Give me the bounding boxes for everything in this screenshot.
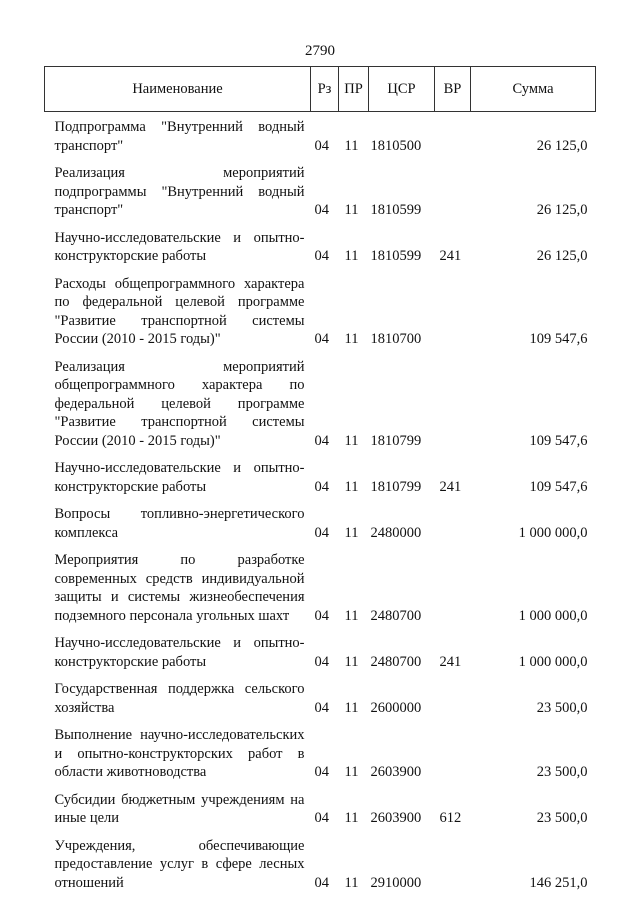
cell-rz: 04: [314, 137, 329, 154]
table-row: [45, 112, 596, 156]
cell-sum: 109 547,6: [529, 478, 588, 495]
cell-rz: 04: [314, 524, 329, 541]
cell-csr: 2603900: [370, 764, 422, 780]
header-row: [45, 67, 596, 112]
header-sum: Сумма: [471, 67, 596, 112]
cell-pr: 11: [344, 202, 359, 218]
cell-rz: 04: [314, 653, 329, 670]
budget-table: [44, 66, 596, 892]
table-row: [45, 782, 596, 828]
cell-sum: 1 000 000,0: [518, 607, 588, 624]
cell-vr: 241: [439, 653, 462, 670]
cell-pr: 11: [344, 699, 359, 716]
cell-rz: 04: [314, 607, 329, 624]
table-row: [45, 496, 596, 542]
cell-name: Расходы общепрограммного характера по федеральной целевой программе "Развитие транспортной системы России (2010 - 2015 годы)": [54, 275, 305, 347]
cell-csr: 2910000: [370, 874, 422, 891]
cell-rz: 04: [314, 874, 329, 891]
cell-sum: 1 000 000,0: [518, 653, 588, 670]
cell-vr: [435, 349, 471, 451]
cell-pr: 11: [344, 810, 359, 826]
cell-name: Научно-исследовательские и опытно-конструкторские работы: [54, 460, 305, 495]
cell-sum: 23 500,0: [536, 699, 588, 716]
cell-sum: 109 547,6: [529, 331, 588, 347]
cell-name: Подпрограмма "Внутренний водный транспорт": [54, 119, 305, 154]
cell-vr: 241: [439, 478, 462, 495]
cell-pr: 11: [344, 653, 359, 670]
cell-sum: 26 125,0: [536, 202, 588, 218]
cell-rz: 04: [314, 202, 329, 218]
cell-name: Выполнение научно-исследовательских и опытно-конструкторских работ в области животноводства: [54, 727, 305, 780]
cell-pr: 11: [344, 874, 359, 891]
cell-pr: 11: [344, 764, 359, 780]
cell-pr: 11: [344, 331, 359, 347]
table-row: [45, 717, 596, 782]
cell-rz: 04: [314, 699, 329, 716]
cell-vr: [435, 828, 471, 893]
cell-rz: 04: [314, 764, 329, 780]
cell-name: Реализация мероприятий общепрограммного характера по федеральной целевой программе "Развитие транспортной системы России (2010 - 2015 годы)": [54, 358, 305, 449]
cell-sum: 23 500,0: [536, 764, 588, 780]
cell-csr: 1810599: [370, 202, 422, 218]
cell-vr: [435, 155, 471, 220]
cell-name: Реализация мероприятий подпрограммы "Внутренний водный транспорт": [54, 165, 305, 218]
cell-sum: 146 251,0: [529, 874, 588, 891]
cell-csr: 1810599: [370, 248, 422, 264]
cell-csr: 1810799: [370, 478, 422, 495]
cell-pr: 11: [344, 432, 359, 449]
cell-vr: [435, 671, 471, 717]
cell-pr: 11: [344, 524, 359, 541]
cell-vr: [435, 496, 471, 542]
cell-csr: 2603900: [370, 810, 422, 826]
table-row: [45, 828, 596, 893]
table-body: [45, 112, 596, 893]
header-rz: Рз: [311, 67, 339, 112]
table-row: [45, 625, 596, 671]
cell-sum: 26 125,0: [536, 137, 588, 154]
table-row: [45, 542, 596, 625]
cell-pr: 11: [344, 248, 359, 264]
table-row: [45, 266, 596, 349]
cell-csr: 1810500: [370, 137, 422, 154]
cell-csr: 2480700: [370, 607, 422, 624]
cell-sum: 1 000 000,0: [518, 524, 588, 541]
cell-vr: [435, 266, 471, 349]
cell-vr: 612: [439, 810, 462, 826]
cell-vr: [435, 717, 471, 782]
cell-rz: 04: [314, 810, 329, 826]
cell-rz: 04: [314, 248, 329, 264]
page-number: 2790: [305, 43, 335, 59]
cell-name: Учреждения, обеспечивающие предоставление услуг в сфере лесных отношений: [54, 837, 305, 891]
cell-pr: 11: [344, 478, 359, 495]
header-csr: ЦСР: [369, 67, 435, 112]
table-row: [45, 450, 596, 496]
cell-csr: 2480700: [370, 653, 422, 670]
cell-rz: 04: [314, 478, 329, 495]
cell-pr: 11: [344, 607, 359, 624]
header-vr: ВР: [435, 67, 471, 112]
cell-pr: 11: [344, 137, 359, 154]
cell-name: Субсидии бюджетным учреждениям на иные цели: [54, 791, 305, 826]
cell-rz: 04: [314, 432, 329, 449]
cell-name: Научно-исследовательские и опытно-конструкторские работы: [54, 635, 305, 670]
cell-name: Научно-исследовательские и опытно-конструкторские работы: [54, 229, 305, 264]
header-name: Наименование: [45, 67, 311, 112]
cell-rz: 04: [314, 331, 329, 347]
cell-csr: 1810700: [370, 331, 422, 347]
cell-csr: 2600000: [370, 699, 422, 716]
cell-vr: 241: [439, 248, 462, 264]
table-row: [45, 220, 596, 266]
cell-name: Мероприятия по разработке современных средств индивидуальной защиты и системы жизнеобеспечения подземного персонала угольных шахт: [54, 552, 305, 624]
cell-csr: 1810799: [370, 432, 422, 449]
cell-sum: 109 547,6: [529, 432, 588, 449]
cell-sum: 26 125,0: [536, 248, 588, 264]
cell-csr: 2480000: [370, 524, 422, 541]
cell-sum: 23 500,0: [536, 810, 588, 826]
cell-name: Вопросы топливно-энергетического комплекса: [54, 506, 305, 541]
table-row: [45, 155, 596, 220]
table-row: [45, 671, 596, 717]
cell-name: Государственная поддержка сельского хозяйства: [54, 681, 305, 716]
cell-vr: [435, 542, 471, 625]
cell-vr: [435, 112, 471, 156]
table-row: [45, 349, 596, 451]
header-pr: ПР: [339, 67, 369, 112]
